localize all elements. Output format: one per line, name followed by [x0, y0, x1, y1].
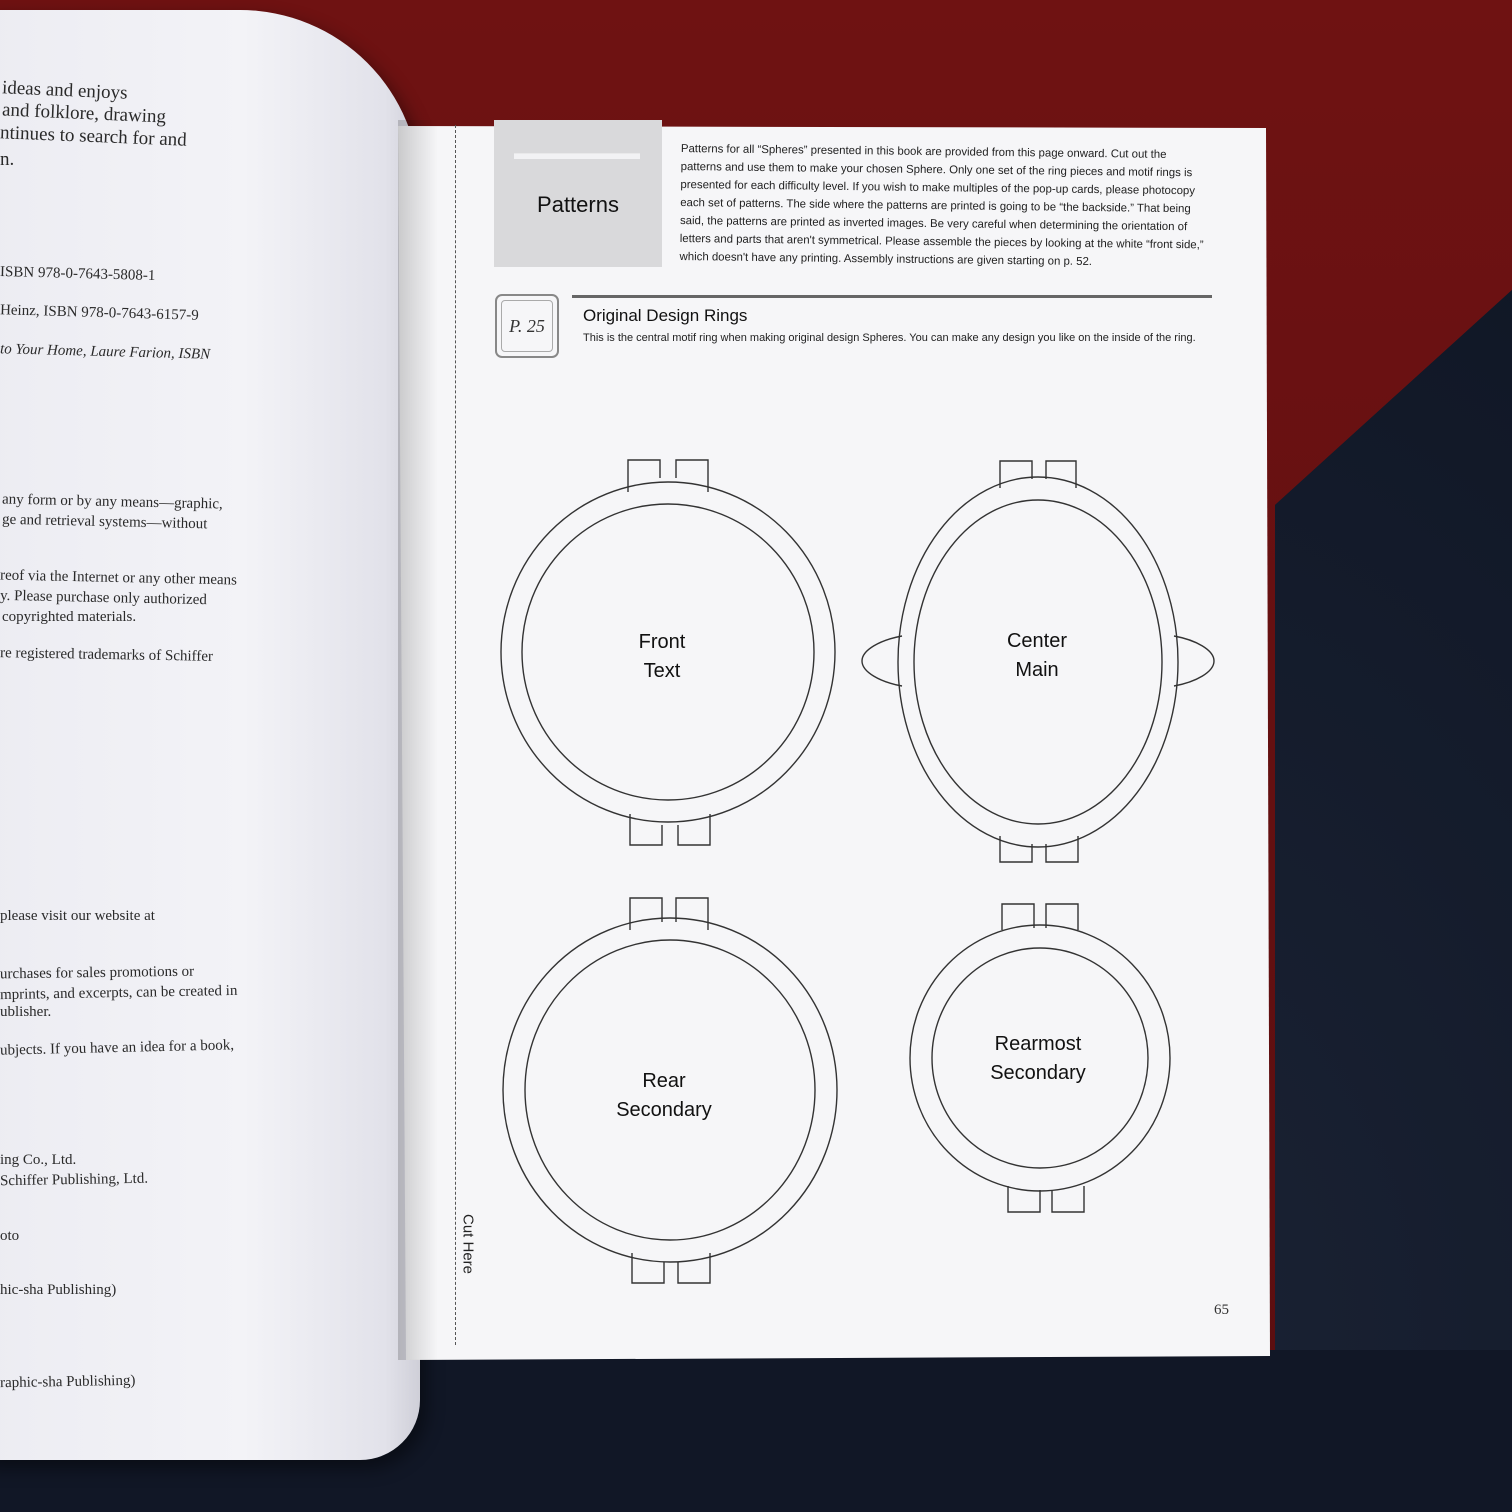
left-text-line: raphic-sha Publishing) — [0, 1372, 136, 1392]
left-text-line: ISBN 978-0-7643-5808-1 — [0, 263, 156, 285]
ring-label-line1: Front — [638, 631, 686, 653]
left-text-line: copyrighted materials. — [2, 609, 137, 625]
page-reference-label: P. 25 — [509, 315, 545, 336]
ring-label-line1: Rearmost — [994, 1033, 1082, 1055]
left-text-line: n. — [0, 149, 15, 170]
ring-inner-outline — [932, 948, 1148, 1168]
left-text-line: oto — [0, 1228, 20, 1244]
left-text-line: please visit our website at — [0, 908, 155, 924]
cut-here-label: Cut Here — [460, 1208, 477, 1280]
patterns-intro-text: Patterns for all “Spheres” presented in this book are provided from this page onward. Cut out the patterns and use them to make your chosen Sphere. Only one set of the ring pieces and motif rings is presented for each difficulty level. If you wish to make multiples of the pop-up cards, please photocopy each set of patterns. The side where the patterns are printed is going to be “the backside.” That being said, the patterns are printed as inverted images. Be very careful when determining the orientation of letters and parts that aren't symmetrical. Please assemble the pieces by looking at the white “front side,” which doesn't have any printing. Assembly instructions are given starting on p. 52. — [679, 142, 1204, 269]
ring-outer-outline — [910, 925, 1170, 1191]
left-text-line: ubjects. If you have an idea for a book, — [0, 1037, 235, 1059]
left-text-line: ntinues to search for and — [0, 122, 188, 151]
left-text-line: to Your Home, Laure Farion, ISBN — [0, 341, 211, 363]
left-text-line: ideas and enjoys — [1, 77, 128, 104]
left-text-line: ublisher. — [0, 1004, 52, 1020]
ring-bottom-tab — [632, 1253, 710, 1283]
left-text-line: y. Please purchase only authorized — [0, 587, 208, 609]
patterns-title: Patterns — [537, 192, 619, 217]
left-text-line: mprints, and excerpts, can be created in — [0, 982, 238, 1004]
page-number: 65 — [1214, 1302, 1229, 1318]
ring-top-tab — [628, 460, 708, 492]
ring-label-line2: Main — [1015, 659, 1059, 681]
ring-label-line1: Rear — [642, 1070, 686, 1092]
ring-top-tab — [630, 898, 708, 930]
ring-label-line1: Center — [1006, 630, 1068, 652]
left-text-line: ing Co., Ltd. — [0, 1152, 77, 1168]
left-text-line: urchases for sales promotions or — [0, 963, 195, 983]
left-text-line: Schiffer Publishing, Ltd. — [0, 1170, 149, 1190]
left-text-line: re registered trademarks of Schiffer — [0, 645, 214, 665]
ring-label-line2: Text — [643, 660, 681, 682]
section-title: Original Design Rings — [583, 306, 748, 325]
left-text-line: ge and retrieval systems—without — [1, 511, 208, 533]
ring-bottom-tab — [1000, 836, 1078, 862]
left-text-line: any form or by any means—graphic, — [1, 491, 223, 513]
ring-label-line2: Secondary — [616, 1099, 712, 1121]
ring-left-wing — [862, 636, 902, 686]
ring-rearmost-secondary — [910, 904, 1170, 1212]
left-text-line: reof via the Internet or any other means — [0, 567, 238, 589]
left-text-line: and folklore, drawing — [1, 99, 167, 128]
section-description: This is the central motif ring when making original design Spheres. You can make any design you like on the inside of the ring. — [583, 332, 1196, 344]
left-text-line: hic-sha Publishing) — [0, 1282, 117, 1298]
ring-right-wing — [1174, 636, 1214, 686]
ring-label-line2: Secondary — [990, 1062, 1086, 1084]
ring-top-tab — [1000, 461, 1076, 488]
left-text-line: Heinz, ISBN 978-0-7643-6157-9 — [0, 302, 199, 324]
ring-top-tab — [1002, 904, 1078, 930]
